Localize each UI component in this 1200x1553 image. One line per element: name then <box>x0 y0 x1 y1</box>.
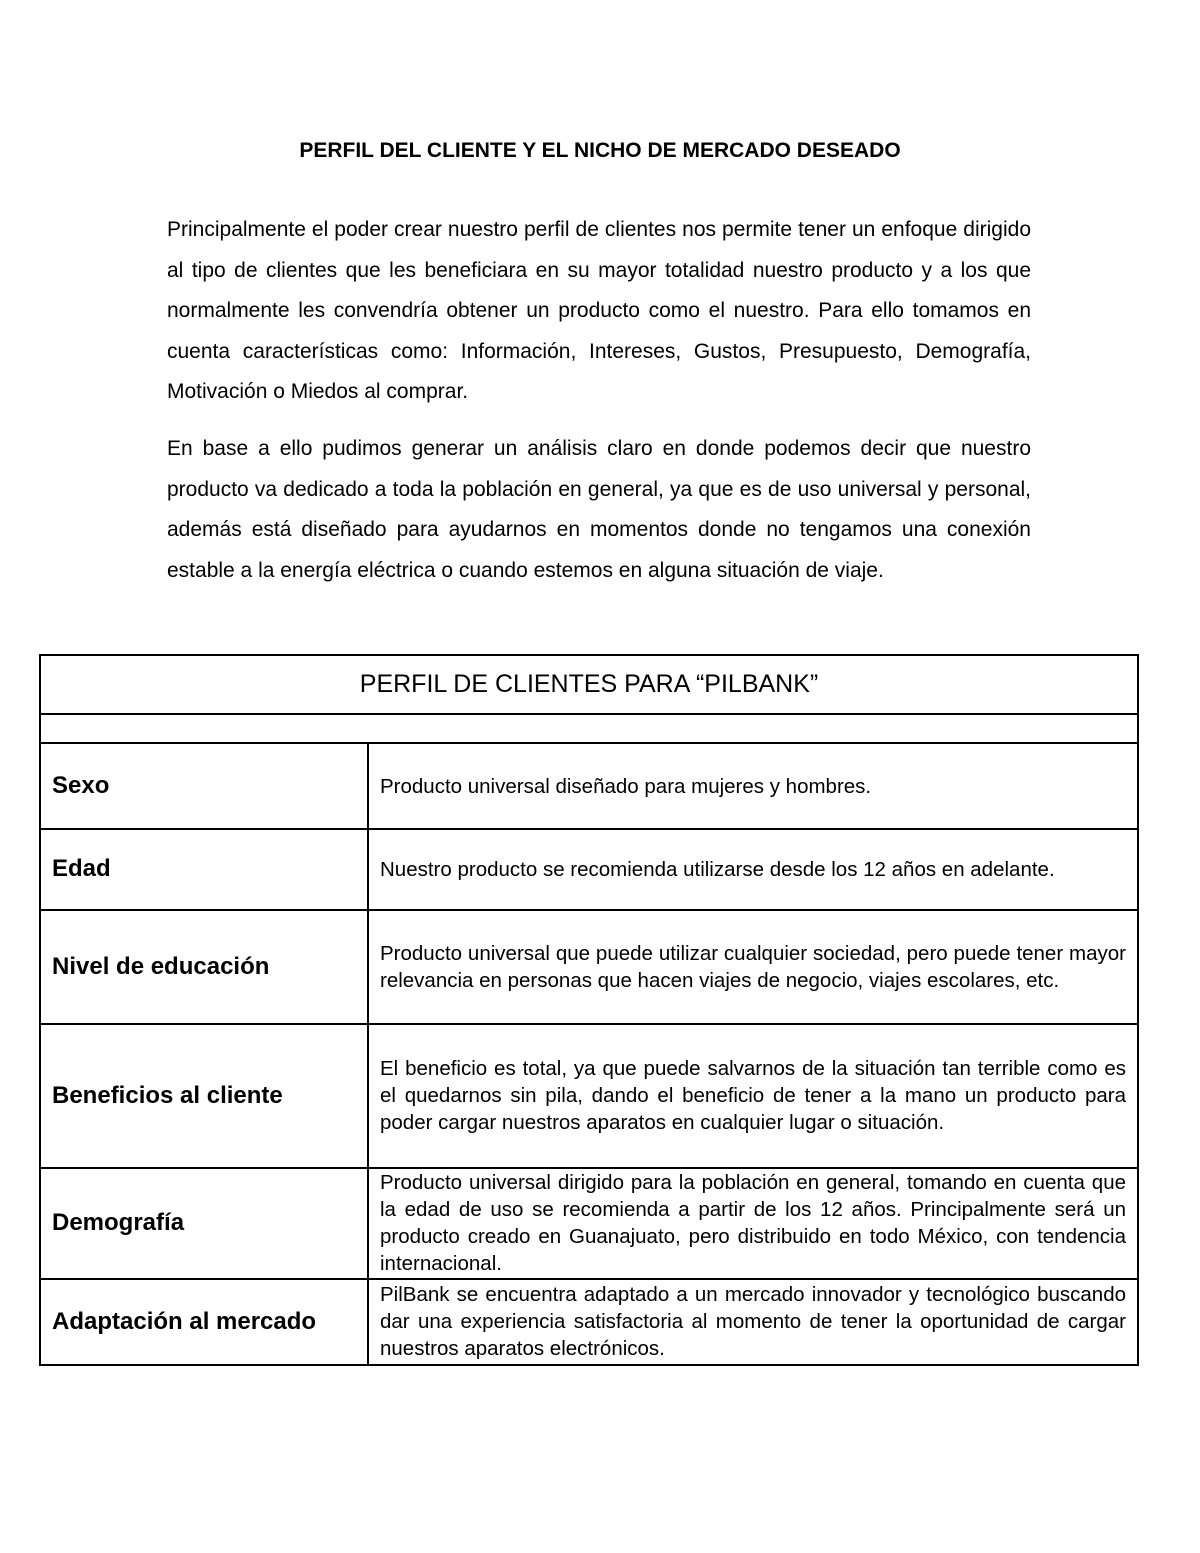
table-row-beneficios <box>40 1024 1138 1169</box>
customer-profile-table <box>39 654 1139 1366</box>
row-value-adaptacion: PilBank se encuentra adaptado a un mercado innovador y tecnológico buscando dar una experiencia satisfactoria al momento de tener la oportunidad de cargar nuestros aparatos electrónicos. <box>368 1279 1138 1365</box>
table-row-sexo <box>40 743 1138 828</box>
page-title: PERFIL DEL CLIENTE Y EL NICHO DE MERCADO DESEADO <box>299 139 901 162</box>
table-row-nivel-educacion <box>40 910 1138 1023</box>
table-title: PERFIL DE CLIENTES PARA “PILBANK” <box>40 655 1138 714</box>
row-value-beneficios: El beneficio es total, ya que puede salvarnos de la situación tan terrible como es el quedarnos sin pila, dando el beneficio de tener a la mano un producto para poder cargar nuestros aparatos en cualquier lugar o situación. <box>368 1024 1138 1169</box>
table-row-edad <box>40 829 1138 910</box>
row-value-edad: Nuestro producto se recomienda utilizarse desde los 12 años en adelante. <box>368 829 1138 910</box>
empty-cell <box>40 714 1138 743</box>
row-label-nivel-educacion: Nivel de educación <box>40 910 368 1023</box>
row-label-sexo: Sexo <box>40 743 368 828</box>
intro-paragraph-2: En base a ello pudimos generar un análisis claro en donde podemos decir que nuestro producto va dedicado a toda la población en general, ya que es de uso universal y personal, además está diseñado para ayudarnos en momentos donde no tengamos una conexión estable a la energía eléctrica o cuando estemos en alguna situación de viaje. <box>167 437 1031 582</box>
table-row-adaptacion <box>40 1279 1138 1365</box>
row-label-adaptacion: Adaptación al mercado <box>40 1279 368 1365</box>
intro-paragraph-1: Principalmente el poder crear nuestro perfil de clientes nos permite tener un enfoque dirigido al tipo de clientes que les beneficiara en su mayor totalidad nuestro producto y a los que normalmente les convendría obtener un producto como el nuestro. Para ello tomamos en cuenta características como: Información, Intereses, Gustos, Presupuesto, Demografía, Motivación o Miedos al comprar. <box>167 218 1031 403</box>
row-value-demografia: Producto universal dirigido para la población en general, tomando en cuenta que la edad de uso se recomienda a partir de los 12 años. Principalmente será un producto creado en Guanajuato, pero distribuido en todo México, con tendencia internacional. <box>368 1168 1138 1278</box>
table-empty-row <box>40 714 1138 743</box>
table-header-row <box>40 655 1138 714</box>
row-value-nivel-educacion: Producto universal que puede utilizar cualquier sociedad, pero puede tener mayor relevancia en personas que hacen viajes de negocio, viajes escolares, etc. <box>368 910 1138 1023</box>
row-label-beneficios: Beneficios al cliente <box>40 1024 368 1169</box>
row-value-sexo: Producto universal diseñado para mujeres y hombres. <box>368 743 1138 828</box>
row-label-demografia: Demografía <box>40 1168 368 1278</box>
table-row-demografia <box>40 1168 1138 1278</box>
row-label-edad: Edad <box>40 829 368 910</box>
